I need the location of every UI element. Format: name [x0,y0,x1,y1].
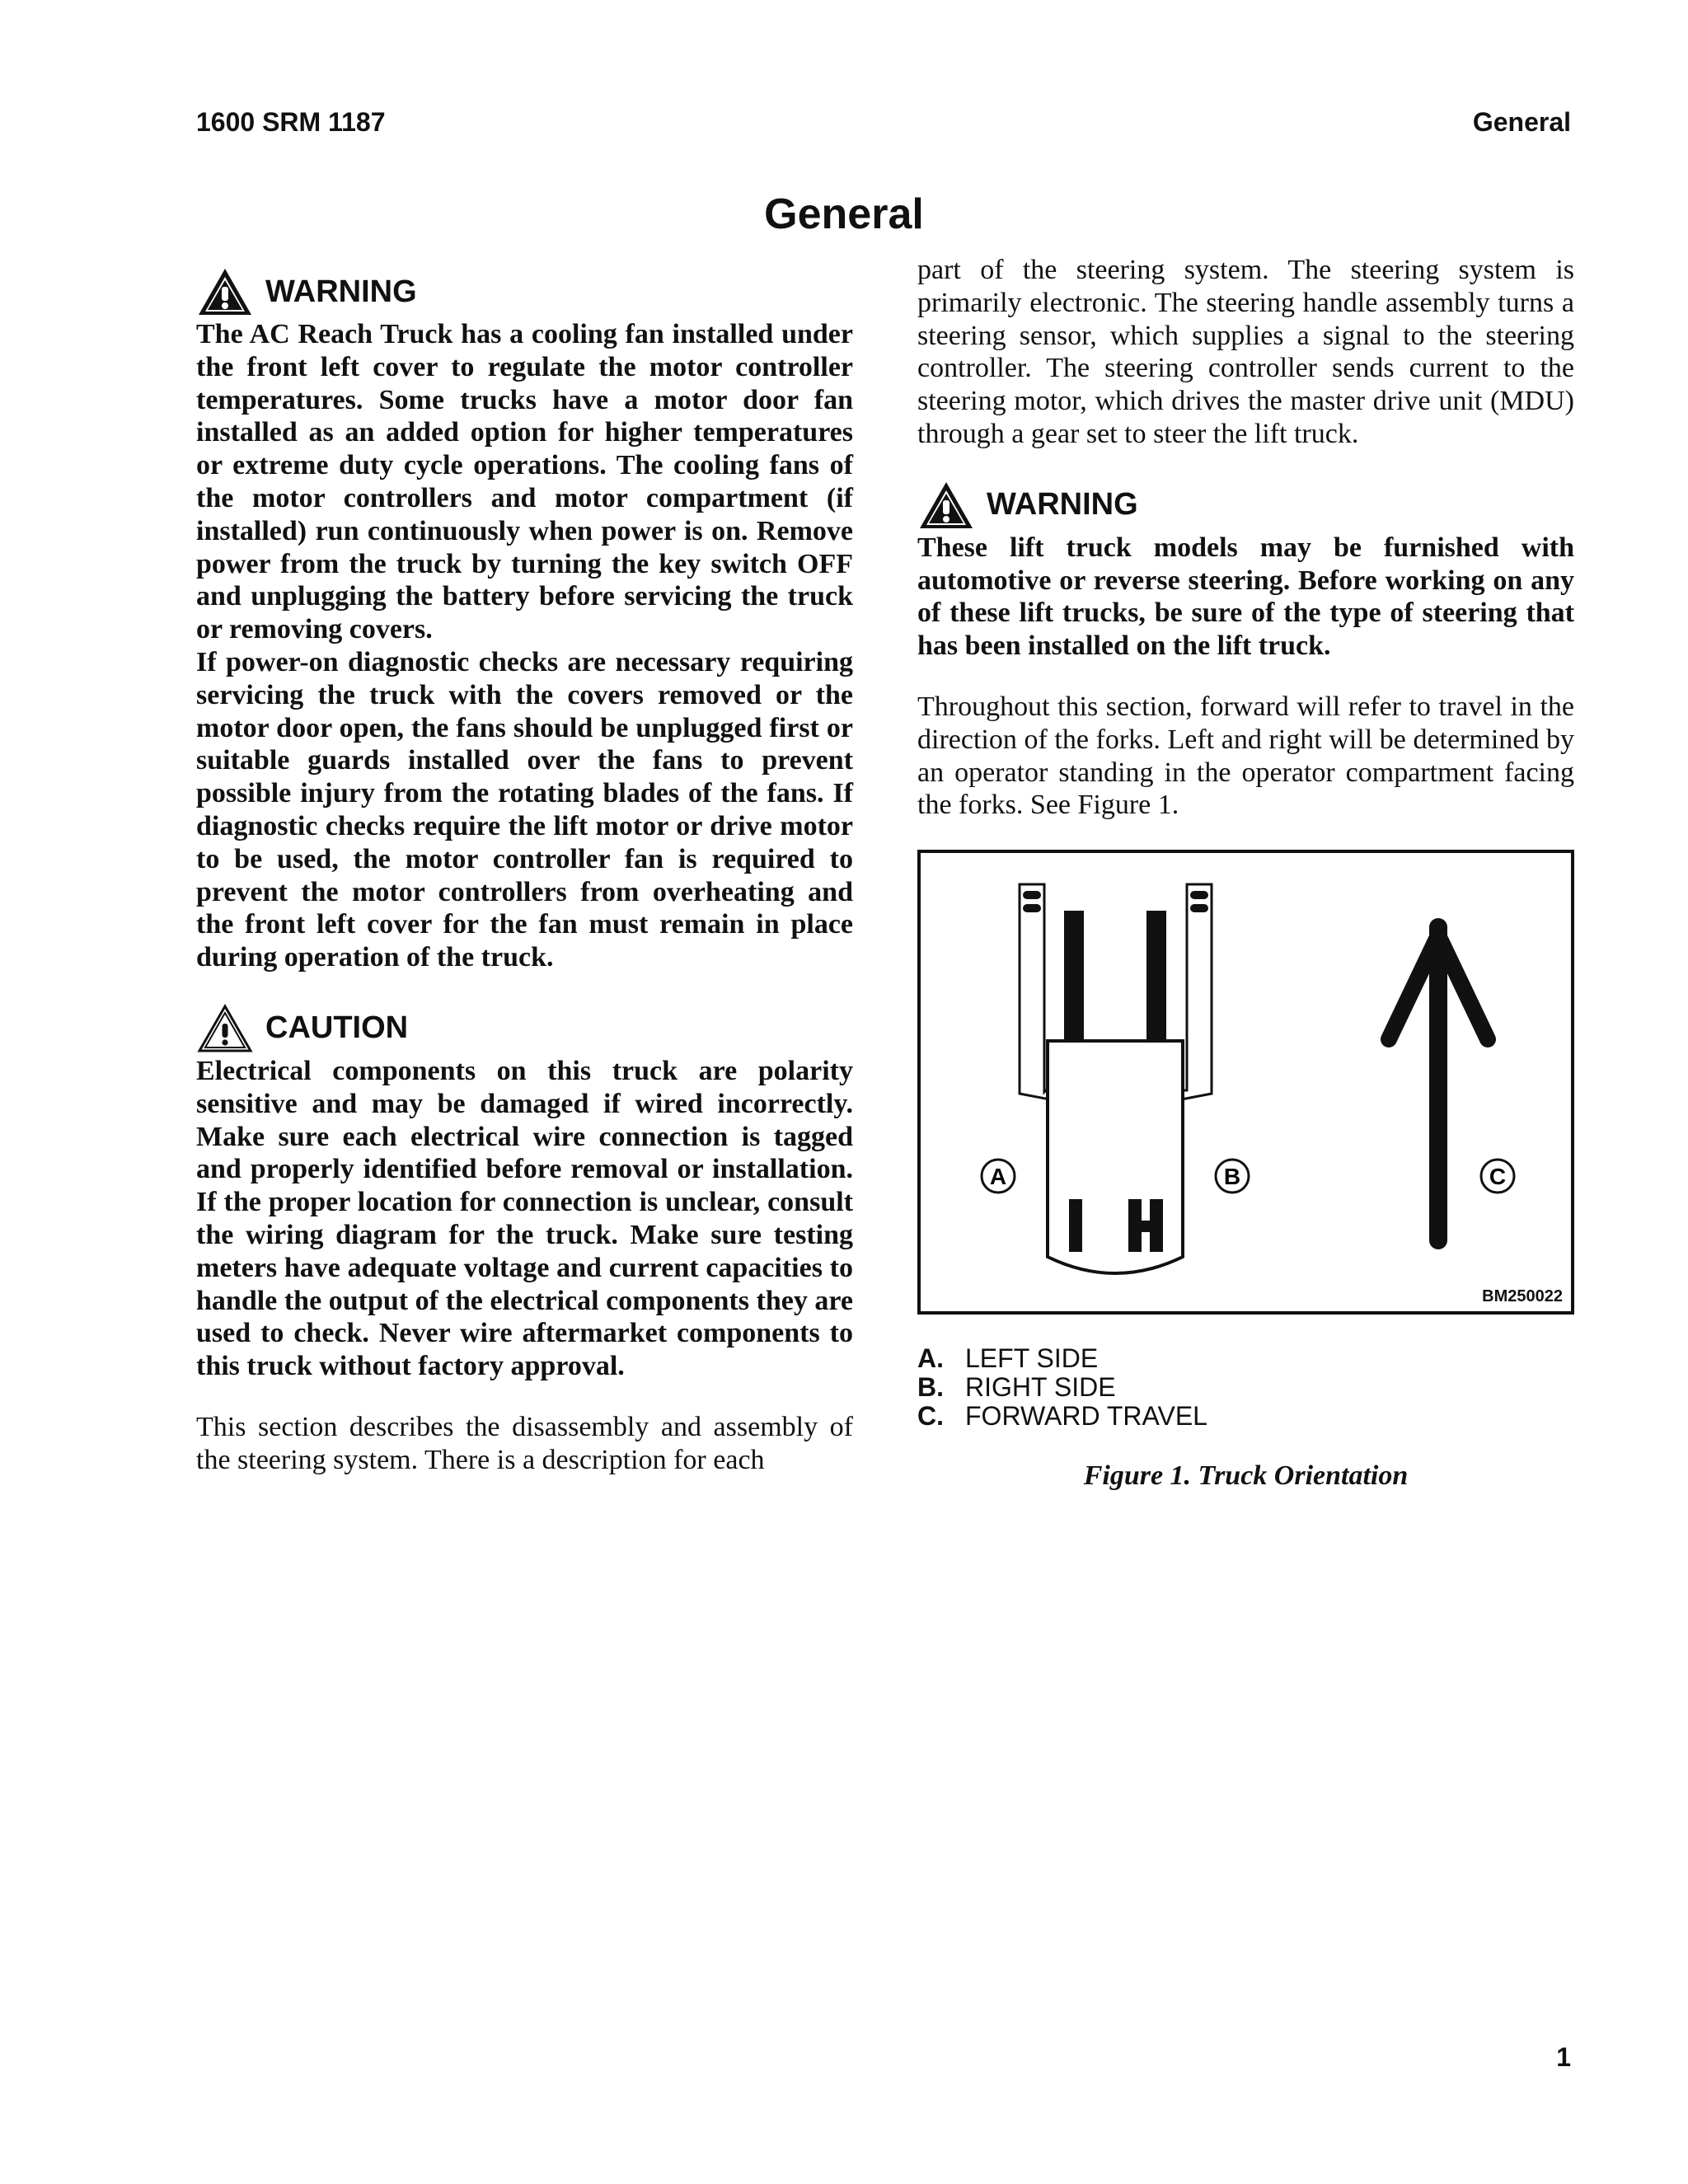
header-section: General [1472,107,1571,137]
caution-text: Electrical components on this truck are polarity sensitive and may be damaged if wired incorrectly. Make sure each electrical wire connection is tagged and properly identified before removal or installation. If the proper location for connection is unclear, consult the wiring diagram for the truck. Make sure testing meters have adequate voltage and current capacities to handle the output of the electrical components they are used to check. Never wire aftermarket components to this truck without factory approval. [196,1055,853,1382]
warning-text-2: If power-on diagnostic checks are necessary requiring servicing the truck with the covers removed or the motor door open, the fans should be unplugged first or suitable guards installed over the fans to prevent possible injury from the rotating blades of the fans. If diagnostic checks require the lift motor or drive motor to be used, the motor controller fan is required to prevent the motor controllers from overheating and the front left cover for the fan must remain in place during operation of the truck. [196,646,853,973]
warning-text-1: The AC Reach Truck has a cooling fan installed under the front left cover to regulate the motor controller temperatures. Some trucks have a motor door fan installed as an added option for higher temperatures or extreme duty cycle operations. The cooling fans of the motor controllers and motor compartment (if installed) run continuously when power is on. Remove power from the truck by turning the key switch OFF and unplugging the battery before servicing the truck or removing covers. [196,319,853,645]
drive-wheel-left [1069,1199,1082,1252]
warning-text-3: These lift truck models may be furnished with automotive or reverse steering. Before working on any of these lift trucks, be sure of the type of steering that has been installed on the lift truck. [917,532,1574,662]
callout-c: C [1489,1164,1507,1190]
callout-b: B [1223,1164,1241,1190]
right-rail-marker [1190,891,1208,899]
left-fork [1064,911,1084,1057]
figure-code: BM250022 [1482,1287,1563,1306]
caution-label: CAUTION [265,1010,409,1046]
figure-caption: Figure 1. Truck Orientation [1083,1460,1409,1492]
left-column [196,265,853,1477]
left-rail-marker [1023,904,1041,912]
warning-label-2: WARNING [987,487,1138,523]
caution-heading [196,1002,853,1055]
header-doc-id: 1600 SRM 1187 [196,107,386,137]
right-rail-marker [1190,904,1208,912]
truck-diagram [921,853,1571,1311]
orientation-paragraph: Throughout this section, forward will refer to travel in the direction of the forks. Left and right will be determined by an operator standing in the operator compartment facing the forks. See Figure 1. [917,691,1574,821]
legend-item: A. LEFT SIDE [917,1343,1099,1374]
legend-item: C. FORWARD TRAVEL [917,1401,1207,1432]
intro-paragraph-start: This section describes the disassembly and assembly of the steering system. There is a description for each [196,1411,853,1475]
warning-label: WARNING [265,274,417,309]
warning-heading [196,265,853,318]
intro-paragraph-continued: part of the steering system. The steering system is primarily electronic. The steering handle assembly turns a steering sensor, which supplies a signal to the steering controller. The steering controller sends current to the steering motor, which drives the master drive unit (MDU) through a gear set to steer the lift truck. [917,255,1574,449]
caution-icon [196,1003,254,1054]
warning-icon [196,266,254,317]
page-number: 1 [1556,2042,1571,2072]
right-column [917,254,1574,1492]
page-title: General [764,190,924,238]
left-rail-marker [1023,891,1041,899]
figure-legend [917,1344,1574,1431]
warning-heading-2 [917,479,1574,532]
warning-icon [917,480,975,531]
right-fork [1146,911,1166,1057]
callout-a: A [989,1164,1007,1190]
figure-truck-orientation [917,850,1574,1315]
legend-item: B. RIGHT SIDE [917,1372,1116,1403]
